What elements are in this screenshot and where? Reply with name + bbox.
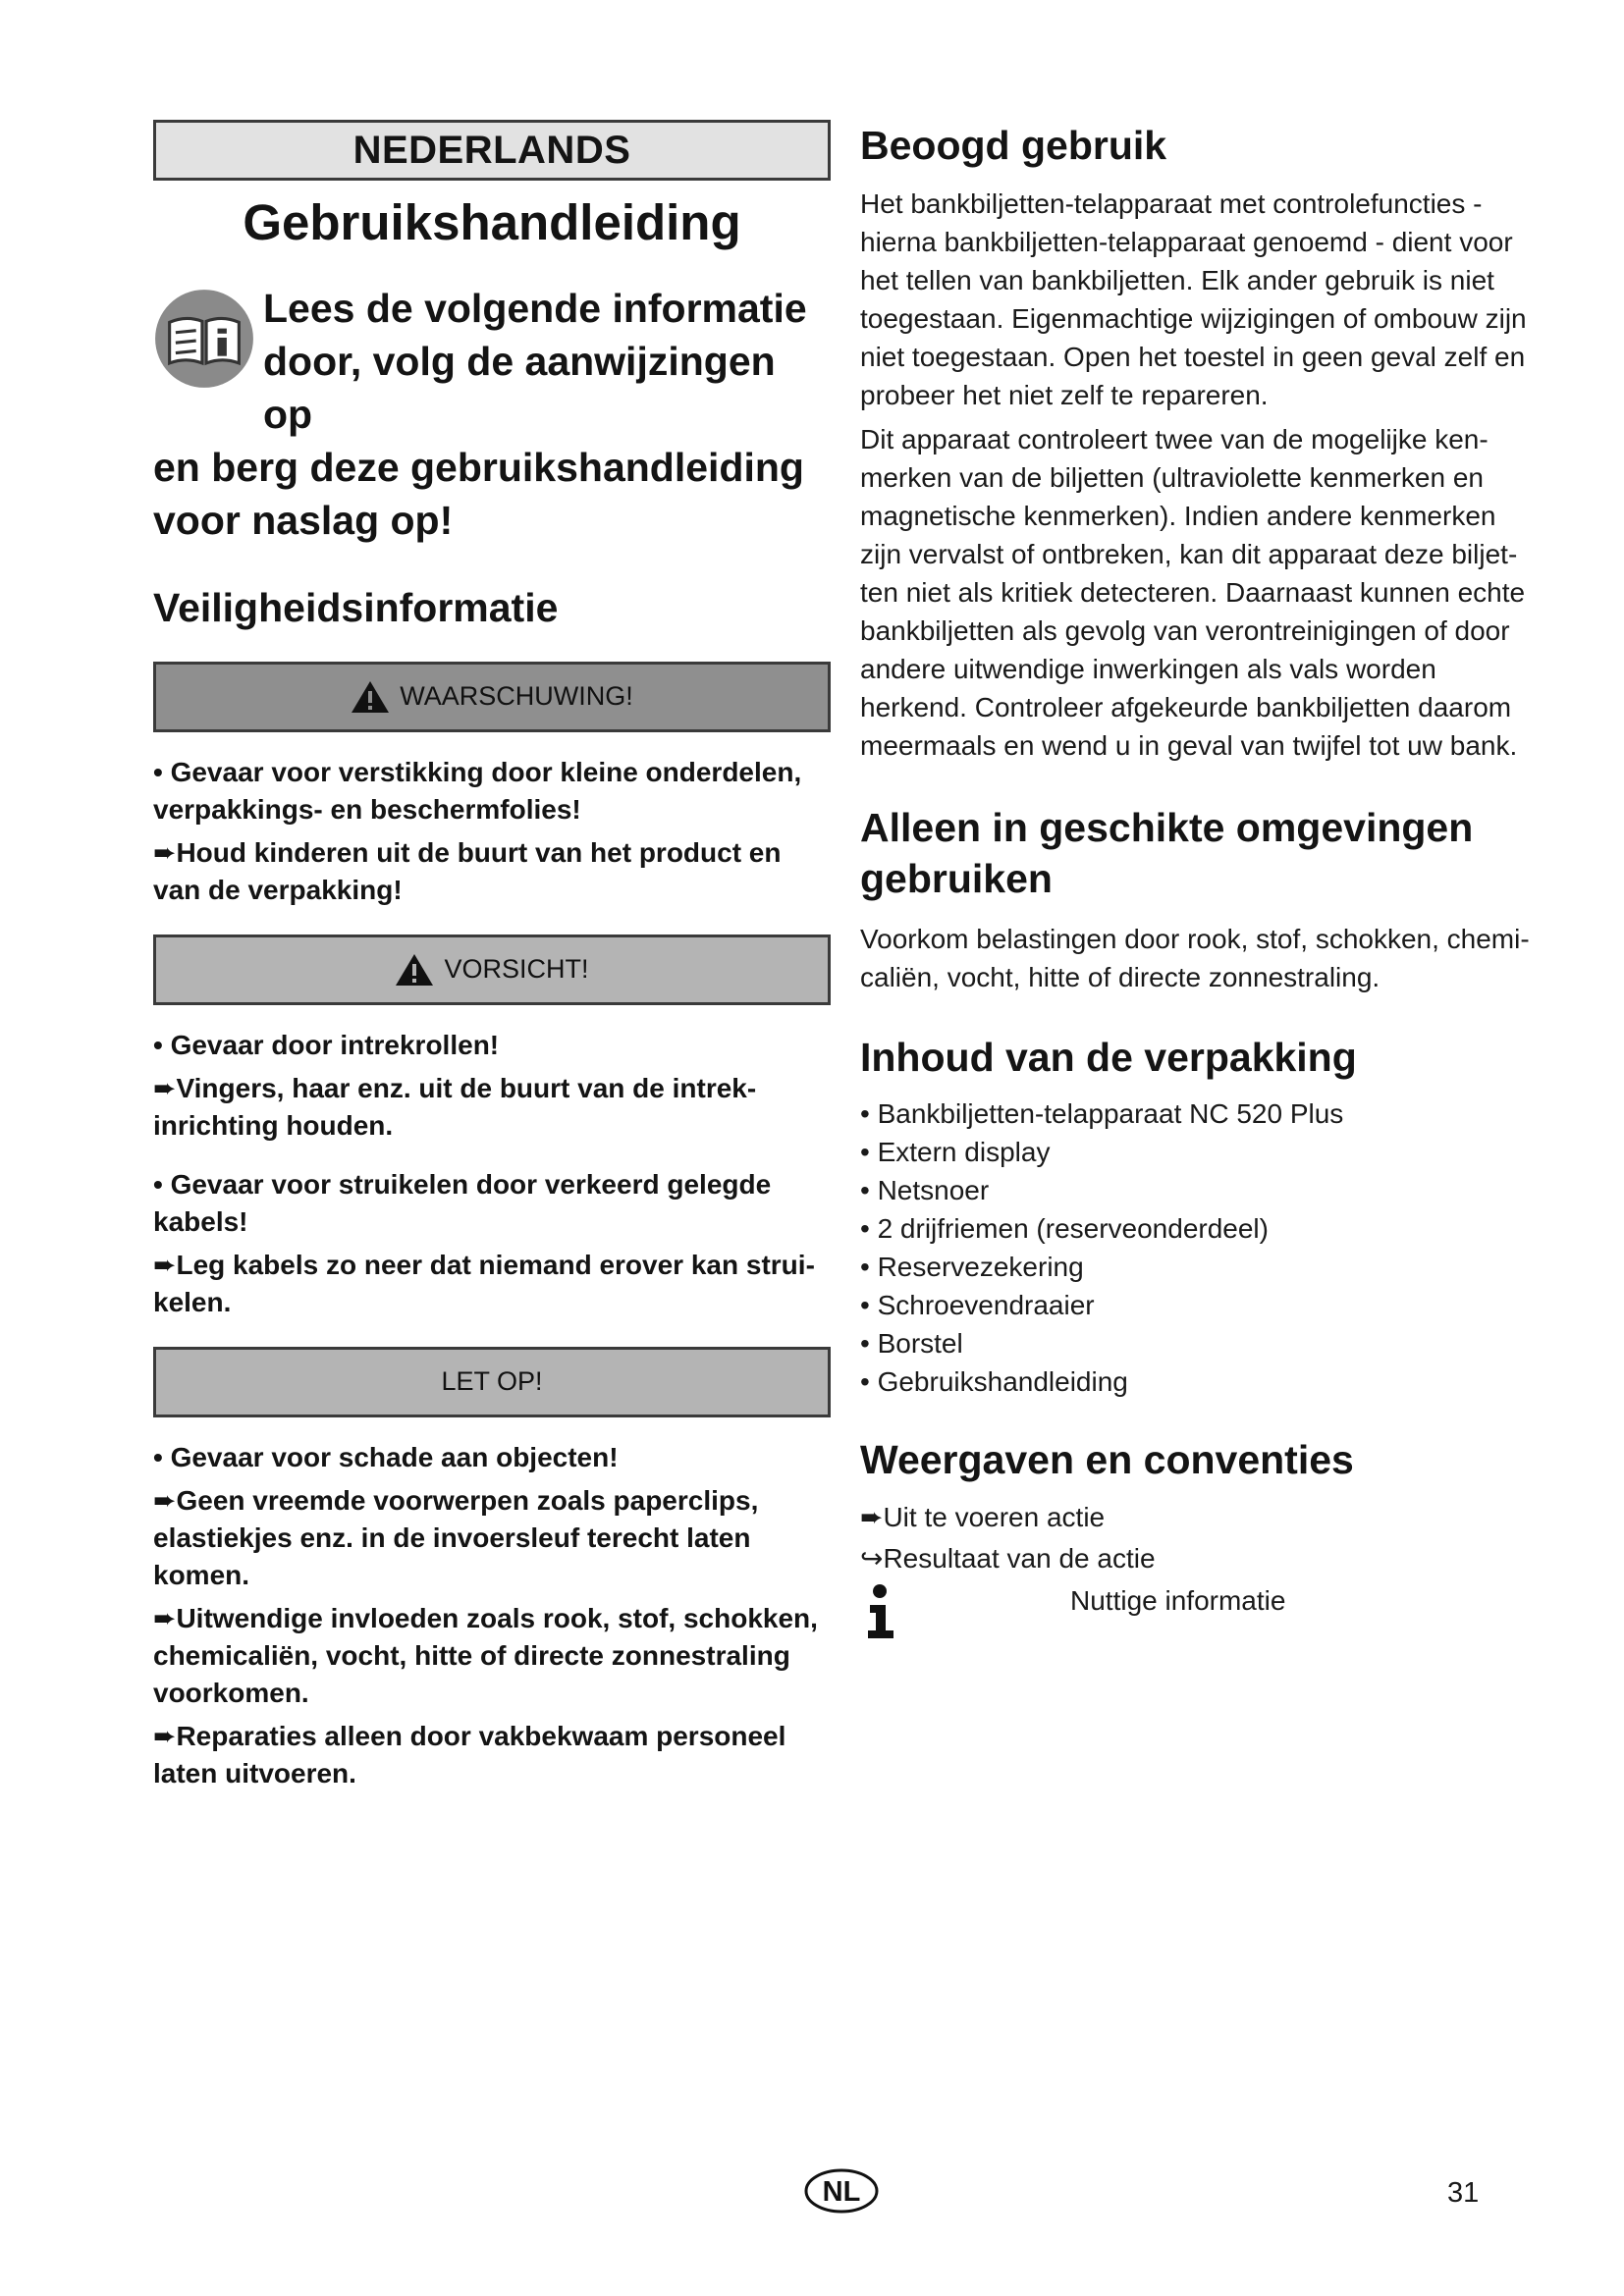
- warning-hazard: • Gevaar voor verstikking door kleine onderdelen, verpakkings- en beschermfolies!: [153, 756, 802, 825]
- contents-list: [860, 1095, 1538, 1401]
- language-badge-label: NL: [822, 2176, 861, 2208]
- warning-action: ➨Houd kinderen uit de buurt van het product en van de verpakking!: [153, 836, 782, 905]
- language-label: NEDERLANDS: [352, 128, 631, 172]
- caution-hazard-1: • Gevaar door intrekrollen!: [153, 1029, 500, 1060]
- intro-notice: [153, 282, 831, 547]
- caution-triangle-icon: [395, 953, 434, 987]
- info-text: Nuttige informatie: [1070, 1585, 1286, 1616]
- warning-triangle-icon: [351, 680, 390, 714]
- warning-banner: [153, 662, 831, 732]
- caution-banner: [153, 934, 831, 1005]
- notice-label: LET OP!: [441, 1366, 543, 1397]
- caution-hazard-2: • Gevaar voor struikelen door verkeerd gelegde kabels!: [153, 1168, 772, 1237]
- environments-heading-line-1: Alleen in geschikte omgevingen: [860, 805, 1474, 850]
- language-banner: [153, 120, 831, 181]
- list-item: • Netsnoer: [860, 1175, 990, 1205]
- caution-action-1: ➨Vingers, haar enz. uit de buurt van de intrek-inrichting houden.: [153, 1072, 757, 1141]
- notice-hazard: • Gevaar voor schade aan objecten!: [153, 1441, 619, 1472]
- safety-heading: Veiligheidsinformatie: [153, 584, 559, 630]
- left-column: [153, 120, 831, 1792]
- warning-label: WAARSCHUWING!: [400, 681, 633, 712]
- intro-line-2: door, volg de aanwijzingen op: [263, 338, 776, 437]
- info-icon: [866, 1583, 897, 1642]
- conventions-heading: Weergaven en conventies: [860, 1437, 1354, 1482]
- contents-heading: Inhoud van de verpakking: [860, 1035, 1357, 1080]
- list-item: • Extern display: [860, 1137, 1051, 1167]
- convention-action: ➨Uit te voeren actie: [860, 1502, 1106, 1532]
- intro-line-3: en berg deze gebruikshandleiding voor naslag op!: [153, 444, 804, 543]
- page-number: 31: [1447, 2177, 1480, 2209]
- document-title: Gebruikshandleiding: [243, 194, 741, 250]
- convention-info-row: [860, 1583, 1538, 1642]
- intended-use-paragraph-1: Het bankbiljetten-telapparaat met controlefuncties - hierna bankbiljetten-telapparaat genoemd - dient voor het tellen van bankbiljetten. Elk ander gebruik is niet toegestaan. Eigenmachtige wijzigingen of ombouw zijn niet toegestaan. Open het toestel in geen geval zelf en probeer het niet zelf te repareren.: [860, 188, 1527, 410]
- list-item: • 2 drijfriemen (reserveonderdeel): [860, 1213, 1269, 1244]
- right-column: [860, 120, 1538, 1642]
- list-item: • Borstel: [860, 1328, 963, 1359]
- environments-heading-line-2: gebruiken: [860, 856, 1053, 901]
- notice-banner: [153, 1347, 831, 1417]
- list-item: • Gebruikshandleiding: [860, 1366, 1128, 1397]
- language-badge: [803, 2167, 880, 2215]
- intended-use-paragraph-2: Dit apparaat controleert twee van de mogelijke ken-merken van de biljetten (ultraviolette kenmerken en magnetische kenmerken). Indien andere kenmerken zijn vervalst of ontbreken, kan dit apparaat deze biljet-ten niet als kritiek detecteren. Daarnaast kunnen echte bankbiljetten als gevolg van verontreinigingen of door andere uitwendige inwerkingen als vals worden herkend. Controleer afgekeurde bankbiljetten daarom meermaals en wend u in geval van twijfel tot uw bank.: [860, 424, 1526, 761]
- notice-action-2: ➨Uitwendige invloeden zoals rook, stof, schokken, chemicaliën, vocht, hitte of directe zonnestraling voorkomen.: [153, 1602, 818, 1708]
- notice-action-1: ➨Geen vreemde voorwerpen zoals paperclips, elastiekjes enz. in de invoersleuf terecht laten komen.: [153, 1484, 759, 1590]
- list-item: • Bankbiljetten-telapparaat NC 520 Plus: [860, 1098, 1344, 1129]
- environments-paragraph: Voorkom belastingen door rook, stof, schokken, chemi-caliën, vocht, hitte of directe zonnestraling.: [860, 924, 1530, 992]
- list-item: • Reservezekering: [860, 1252, 1084, 1282]
- manual-info-icon: [153, 288, 255, 390]
- caution-action-2: ➨Leg kabels zo neer dat niemand erover kan strui-kelen.: [153, 1249, 815, 1317]
- list-item: • Schroevendraaier: [860, 1290, 1095, 1320]
- intro-line-1: Lees de volgende informatie: [263, 285, 807, 331]
- convention-result: ↪Resultaat van de actie: [860, 1543, 1156, 1574]
- notice-action-3: ➨Reparaties alleen door vakbekwaam personeel laten uitvoeren.: [153, 1720, 786, 1789]
- intended-use-heading: Beoogd gebruik: [860, 123, 1167, 168]
- caution-label: VORSICHT!: [444, 954, 589, 985]
